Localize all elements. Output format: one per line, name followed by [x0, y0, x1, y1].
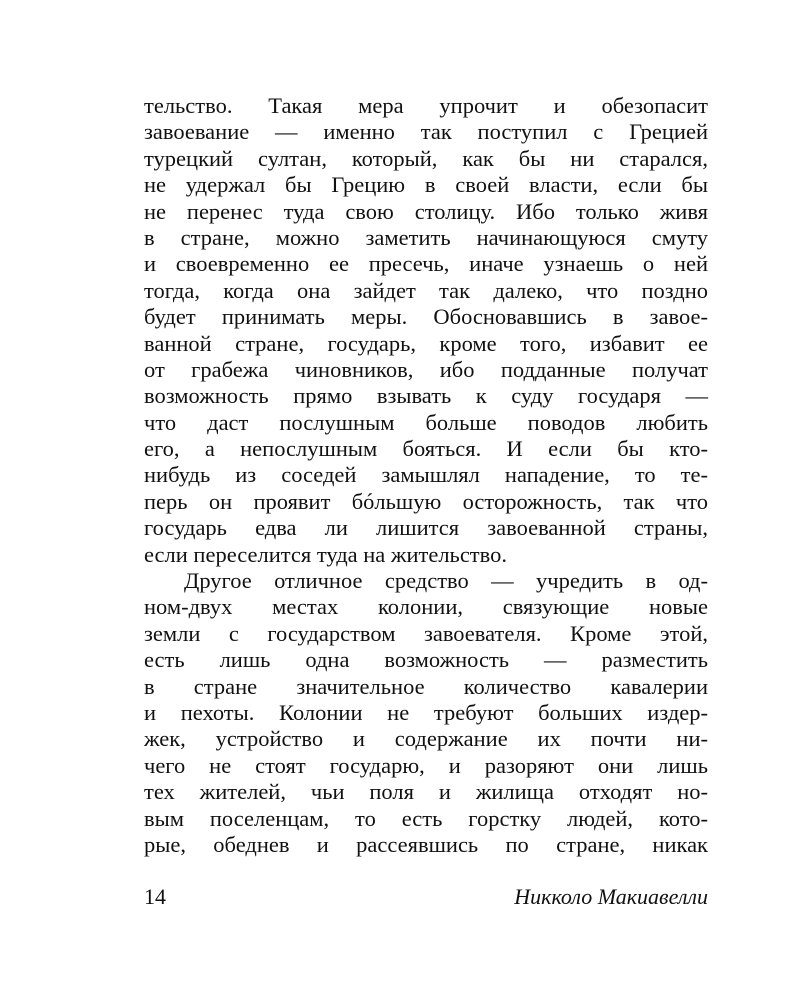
text-line: Другое отличное средство — учредить в од-: [184, 568, 708, 594]
page-footer: [144, 882, 708, 912]
text-line: в стране, можно заметить начинающуюся смуту: [144, 224, 708, 250]
text-line: в стране значительное количество кавалерии: [144, 673, 708, 699]
text-line: вым поселенцам, то есть горстку людей, кото-: [144, 805, 708, 831]
text-line: нибудь из соседей замышлял нападение, то те-: [144, 462, 708, 488]
text-line: тельство. Такая мера упрочит и обезопасит: [144, 93, 708, 118]
text-line: турецкий султан, который, как бы ни старался,: [144, 145, 708, 171]
text-line: от грабежа чиновников, ибо подданные получат: [144, 356, 708, 382]
text-line: его, а непослушным бояться. И если бы кто-: [144, 436, 708, 462]
running-head-author: Никколо Макиавелли: [514, 884, 708, 909]
text-line: ном-двух местах колонии, связующие новые: [144, 594, 708, 620]
text-line: не перенес туда свою столицу. Ибо только живя: [144, 198, 708, 224]
text-line: завоевание — именно так поступил с Грецией: [144, 119, 708, 145]
page-text: [144, 93, 708, 858]
text-line: земли с государством завоевателя. Кроме этой,: [144, 620, 708, 646]
text-line: если переселится туда на жительство.: [144, 541, 507, 567]
text-line: не удержал бы Грецию в своей власти, если бы: [144, 172, 708, 198]
text-line: и своевременно ее пресечь, иначе узнаешь о ней: [144, 251, 708, 277]
text-line: государь едва ли лишится завоеванной страны,: [144, 515, 708, 541]
text-line: чего не стоят государю, и разоряют они лишь: [144, 752, 708, 778]
text-line: есть лишь одна возможность — разместить: [144, 647, 708, 673]
text-line: будет принимать меры. Обосновавшись в завое-: [144, 304, 708, 330]
text-line: тех жителей, чьи поля и жилища отходят но-: [144, 779, 708, 805]
text-line: что даст послушным больше поводов любить: [144, 409, 708, 435]
text-line: жек, устройство и содержание их почти ни-: [144, 726, 708, 752]
text-line: ванной стране, государь, кроме того, избавит ее: [144, 330, 708, 356]
text-line: и пехоты. Колонии не требуют больших издер-: [144, 699, 708, 725]
text-line: тогда, когда она зайдет так далеко, что поздно: [144, 277, 708, 303]
text-line: рые, обеднев и рассеявшись по стране, никак: [144, 831, 708, 857]
text-line: возможность прямо взывать к суду государя —: [144, 383, 708, 409]
text-line: перь он проявит бóльшую осторожность, так что: [144, 488, 708, 514]
page-number: 14: [144, 884, 166, 909]
